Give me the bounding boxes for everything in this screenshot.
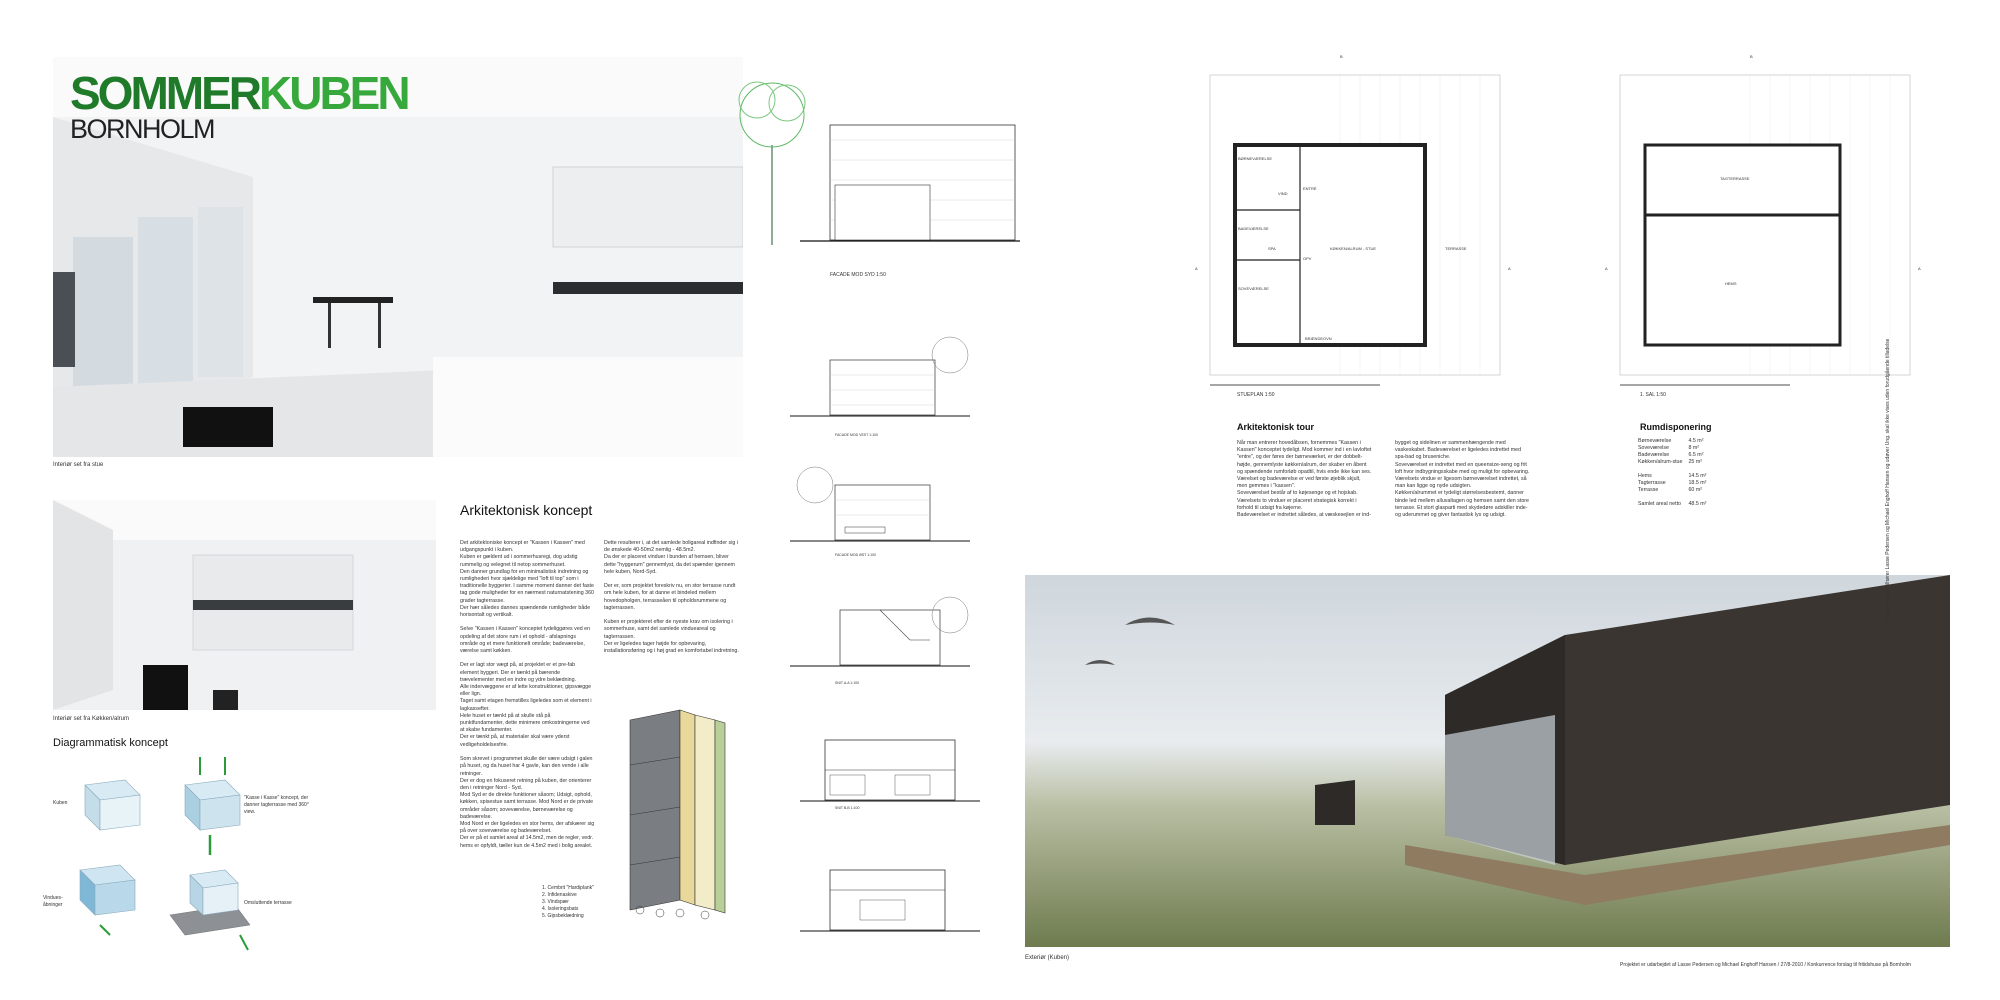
room-area: 8 m²	[1688, 445, 1700, 451]
caption-sal: 1. SAL 1:50	[1640, 392, 1666, 398]
wall-section-item: 3. Vindspær	[542, 899, 569, 905]
exterior-render	[1025, 575, 1950, 947]
room-row	[1638, 459, 1712, 466]
caption-elevation-1: FACADE MOD VEST 1:100	[835, 433, 878, 437]
wall-section-drawing	[625, 705, 735, 920]
section-aa-drawing	[790, 580, 970, 675]
room-row	[1638, 494, 1712, 501]
room-area: 14.5 m²	[1688, 473, 1707, 479]
title-block	[70, 67, 408, 144]
interior-render-kokken-drawing	[53, 500, 436, 710]
room-row	[1638, 452, 1712, 459]
footer-vertical: Oplysningerne tilhører Lasse Pedersen og Michael Enghoff Hansen og udøver Ung. skal ikke vises uden forudgående tilladelse	[1885, 338, 1891, 620]
diagram-heading: Diagrammatisk koncept	[53, 737, 168, 749]
room-hems: HEMS	[1725, 281, 1737, 286]
rooms-heading: Rumdisponering	[1640, 422, 1712, 432]
room-name: Tagterrasse	[1638, 480, 1666, 486]
ground-floor-plan	[1190, 50, 1520, 390]
room-area: 4.5 m²	[1688, 438, 1704, 444]
cube-kuben	[85, 780, 140, 830]
room-row	[1638, 501, 1712, 508]
cube-vinduer	[80, 865, 135, 935]
room-row	[1638, 487, 1712, 494]
section-bb-drawing	[800, 730, 980, 810]
room-opv: OPV	[1303, 256, 1312, 261]
axis-b-top-2: B	[1750, 54, 1753, 59]
exterior-render-drawing	[1025, 575, 1950, 947]
project-title	[70, 67, 408, 119]
room-name: Børneværelse	[1638, 438, 1672, 444]
room-area: 48.5 m²	[1688, 501, 1707, 507]
room-row	[1638, 438, 1712, 445]
elevation-small-1	[790, 330, 970, 425]
diagram-label-kuben: Kuben	[53, 800, 68, 806]
room-area: 25 m²	[1688, 459, 1702, 465]
axis-b-top: B	[1340, 54, 1343, 59]
wall-section-item: 4. Isoleringsbats	[542, 906, 579, 912]
room-borne: BØRNEVÆRELSE	[1238, 156, 1273, 161]
concept-heading: Arkitektonisk koncept	[460, 502, 593, 518]
room-tagterrasse: TAGTERRASSE	[1720, 176, 1750, 181]
title-part-2: KUBEN	[259, 67, 408, 119]
room-area: 60 m²	[1688, 487, 1702, 493]
axis-a-right: A	[1508, 266, 1511, 271]
tour-text-col2: bygget og sidelinen er sammenhængende med vaskeskabet. Badeværelset er ligeledes indrettet med spa-bad og bruseniche. Soveværelset er indrettet med en queensize-seng og frit loft hvor indbygningsskabe med og muligt for opbevaring. Værelsets vindue er ligesom børneværelset indrettet, så man kan ligge og nyde udsigten. Køkken/alrummet er tydeligt størrelsesbestemt, danner binde led mellem alluvaltagen og hemsen samt den store terrasse. Et stort glasparti med skydedøre adskiller inde- og uderummet og giver fantastisk lys og udsigt.	[1395, 440, 1530, 519]
tour-text-col1: Når man entrerer hovedåbsen, fornemmes "Kassen i Kassen" konceptet tydeligt. Mod kommer ind i en lavloftet "entre", og der føres der børneværket, er der dobbelt-højde, gennemlyste køkken/alrum, der skaber en åbent og spændende rumforløb opadtil, hvis ende ikke kan ses. Værelset og badeværelse er ved første øjeblik skjult, men gemmes i "kassen". Soveværelset består af to køjesenge og et hojskab. Værelsets to vinduer er placeret strategisk korrekt i forhold til udsigt fra køjerne. Badeværelset er indrettet således, at væskesejlen er ind-	[1237, 440, 1372, 519]
caption-exterior: Exteriør (Kuben)	[1025, 955, 1070, 961]
room-sove: SOVEVÆRELSE	[1238, 286, 1269, 291]
room-entre: ENTRÉ	[1303, 186, 1317, 191]
room-name	[1638, 494, 1688, 501]
wall-section-item: 5. Gipsbeklædning	[542, 913, 584, 919]
tour-heading: Arkitektonisk tour	[1237, 422, 1315, 432]
axis-a-left-2: A	[1605, 266, 1608, 271]
room-name: Soveværelse	[1638, 445, 1669, 451]
concept-diagram	[50, 755, 250, 955]
first-floor-plan	[1600, 50, 1930, 390]
caption-interior-kokken: Interiør set fra Køkken/alrum	[53, 716, 130, 722]
elevation-small-2	[790, 455, 970, 550]
wall-section-legend	[542, 885, 594, 920]
concept-text-col2: Dette resulterer i, at det samlede boligareal indfinder sig i de ønskede 40-50m2 nemlig - 48.5m2. Da der er placeret vinduer i bunden af hemsen, bliver dette "hyggerum" gennemlyst, da det spænder igennem hele kuben, Nord-Syd. Der er, som projektet foreskriv nu, en stor terrasse rundt om hele kuben, for at danne et bindeled mellem hovedopholgen, terrasseåen til opholdsrummene og tagterrassen. Kuben er projekteret efter de nyeste krav om isolering i sommerhuse, samt det samlede vindueareal og tagterrassen. Der er ligeledes tager højde for opbevaring, installationsføring og i høj grad en komfortabel indretning.	[604, 540, 739, 655]
room-name	[1638, 466, 1688, 473]
axis-a-left: A	[1195, 266, 1198, 271]
room-name: Køkken/alrum-stue	[1638, 459, 1683, 465]
room-row	[1638, 473, 1712, 480]
caption-elevation-2: FACADE MOD ØST 1:100	[835, 553, 876, 557]
room-name: Hems	[1638, 473, 1652, 479]
wall-section-item: 2. Infidenaskive	[542, 892, 577, 898]
caption-section-bb: SNIT B-B 1:100	[835, 806, 860, 810]
room-kokken: KØKKEN/ALRUM - STUE	[1330, 246, 1377, 251]
room-terrasse: TERRASSE	[1445, 246, 1467, 251]
concept-text-col1: Det arkitektoniske koncept er "Kassen i Kassen" med udgangspunkt i kuben. Kuben er gældent ud i sommerhusregi, dog udstig rummelig og velegnet til netop sommerhuset. Den danner grundlag for en minimalistisk indretning og rumlighederi hvor sjældelige med "loft til top" som i traditionelle byggerier. I samme moment danner det faste tag gode muligheder for en nærmest naturnatstening 360 grader tagterrasse. Der hær således dannes spændende rumligheder både horisontalt og vertikalt. Selve "Kassen i Kassen" konceptet tydeliggøres ved en opdeling af det store rum i et ophold - afslapnings område og et mere funktionelt område; badeværelse, værelse samt køkken. Der er lagt stor vægt på, at projektet er et pre-fab element byggeri. Der er tænkt på bærende trævelementer med en indre og ydre beklædning. Alle indervæggene er af lette konstruktioner, gipsvægge eller lign. Taget samt etagen fremstilles ligeledes som et element i lagkassefter. Hele huset er tænkt på at skulle stå på punktfundamenter, dette minimere omkostningerne ved at skabe fundamenter. Der er tænkt på, at materialer skal være yderst vedligeholdelsesfrie. Som skrevet i programmet skulle der være udsigt i galen på huset, og da huset har 4 gavle, kan den vende i alle retninger. Der er dog en fokuseret retning på kuben, der orienterer den i retninger Nord - Syd. Mod Syd er de direkte funktioner såsom; Udsigt, ophold, køkken, spisestue samt terrasse. Mod Nord er de private områder såsom; soveværelse, børneværelse og badeværelse. Mod Nord er der ligeledes en stor hems, der afskærer sig på over soveværelse og badeværelset. Der er på et samlet areal af 14.5m2, men de regler, vedr. hems er opfyldt, tæller kun de 4.5m2 med i bolig arealet.	[460, 540, 595, 849]
caption-facade-south: FACADE MOD SYD 1:50	[830, 272, 886, 278]
room-area: 18.5 m²	[1688, 480, 1707, 486]
rooms-table	[1638, 438, 1712, 508]
section-cc-drawing	[800, 860, 980, 940]
room-braende: BRÆNDEOVN	[1305, 336, 1332, 341]
caption-stueplan: STUEPLAN 1:50	[1237, 392, 1275, 398]
wall-section-item: 1. Cembrit "Hardiplank"	[542, 885, 594, 891]
room-area	[1688, 466, 1712, 473]
diagram-label-kasse: "Kasse i Kasse" koncept, der danner tagterrasse med 360° view.	[244, 795, 309, 815]
title-part-1: SOMMER	[70, 67, 259, 119]
project-subtitle: BORNHOLM	[70, 114, 215, 144]
diagram-label-omsluttende: Omsluttende terrasse	[244, 900, 292, 906]
interior-render-kokken	[53, 500, 436, 710]
room-row	[1638, 466, 1712, 473]
cube-terrasse	[170, 870, 250, 950]
diagram-label-vindues: Vindues-åbninger	[43, 895, 63, 908]
footer-credit: Projektet er udarbejdet af Lasse Pedersen og Michael Enghoff Hansen / 27/8-2010 / Konkurrence forslag til fritidshuse på Bornholm	[1620, 962, 1911, 968]
room-area: 6.5 m²	[1688, 452, 1704, 458]
facade-south-drawing	[800, 120, 1020, 250]
caption-interior-stue: Interiør set fra stue	[53, 462, 104, 468]
caption-section-aa: SNIT A-A 1:100	[835, 681, 860, 685]
axis-a-right-2: A	[1918, 266, 1921, 271]
room-name: Badeværelse	[1638, 452, 1670, 458]
room-vind: VIND	[1278, 191, 1288, 196]
room-name: Samlet areal netto	[1638, 501, 1681, 507]
cube-kasse-i-kasse	[185, 757, 240, 855]
room-bad: BADEVÆRELSE	[1238, 226, 1269, 231]
room-row	[1638, 445, 1712, 452]
room-area	[1688, 494, 1712, 501]
room-spa: SPA	[1268, 246, 1276, 251]
room-name: Terrasse	[1638, 487, 1659, 493]
room-row	[1638, 480, 1712, 487]
